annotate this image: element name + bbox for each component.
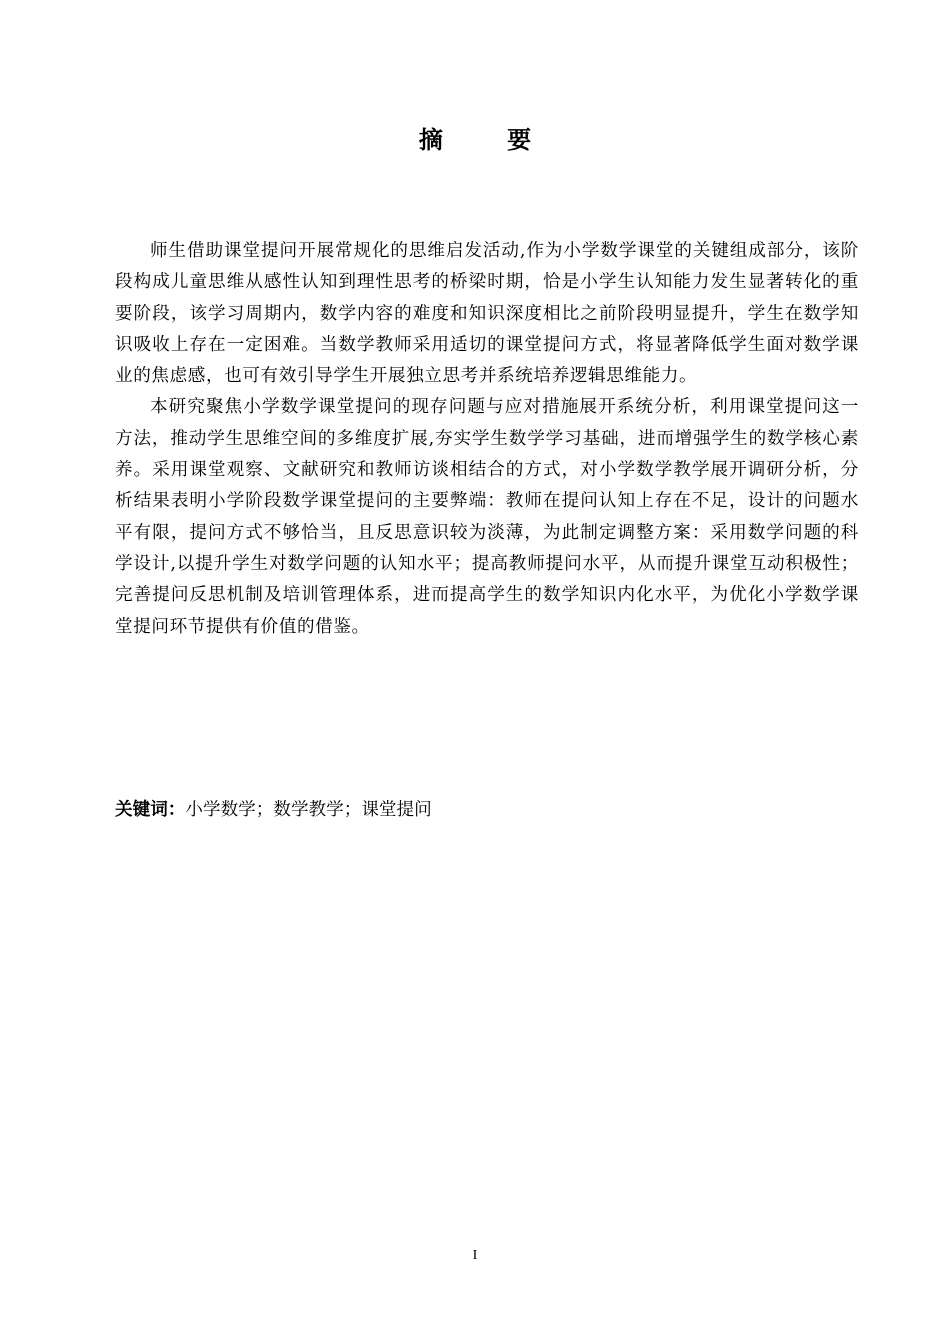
keywords-line (115, 795, 859, 826)
page-number: I (472, 1248, 478, 1263)
abstract-paragraph-2: 本研究聚焦小学数学课堂提问的现存问题与应对措施展开系统分析，利用课堂提问这一方法，推动学生思维空间的多维度扩展,夯实学生数学学习基础，进而增强学生的数学核心素养。采用课堂观察、文献研究和教师访谈相结合的方式，对小学数学教学展开调研分析，分析结果表明小学阶段数学课堂提问的主要弊端：教师在提问认知上存在不足，设计的问题水平有限，提问方式不够恰当，且反思意识较为淡薄，为此制定调整方案：采用数学问题的科学设计,以提升学生对数学问题的认知水平；提高教师提问水平，从而提升课堂互动积极性；完善提问反思机制及培训管理体系，进而提高学生的数学知识内化水平，为优化小学数学课堂提问环节提供有价值的借鉴。 (115, 397, 859, 637)
keywords-value: 小学数学；数学教学；课堂提问 (185, 800, 432, 820)
abstract-title: 摘 要 (418, 126, 560, 154)
abstract-paragraph-1: 师生借助课堂提问开展常规化的思维启发活动,作为小学数学课堂的关键组成部分，该阶段构成儿童思维从感性认知到理性思考的桥梁时期，恰是小学生认知能力发生显著转化的重要阶段，该学习周期内，数学内容的难度和知识深度相比之前阶段明显提升，学生在数学知识吸收上存在一定困难。当数学教师采用适切的课堂提问方式，将显著降低学生面对数学课业的焦虑感，也可有效引导学生开展独立思考并系统培养逻辑思维能力。 (115, 241, 859, 387)
keywords-label: 关键词： (115, 800, 186, 820)
abstract-body (115, 236, 859, 643)
